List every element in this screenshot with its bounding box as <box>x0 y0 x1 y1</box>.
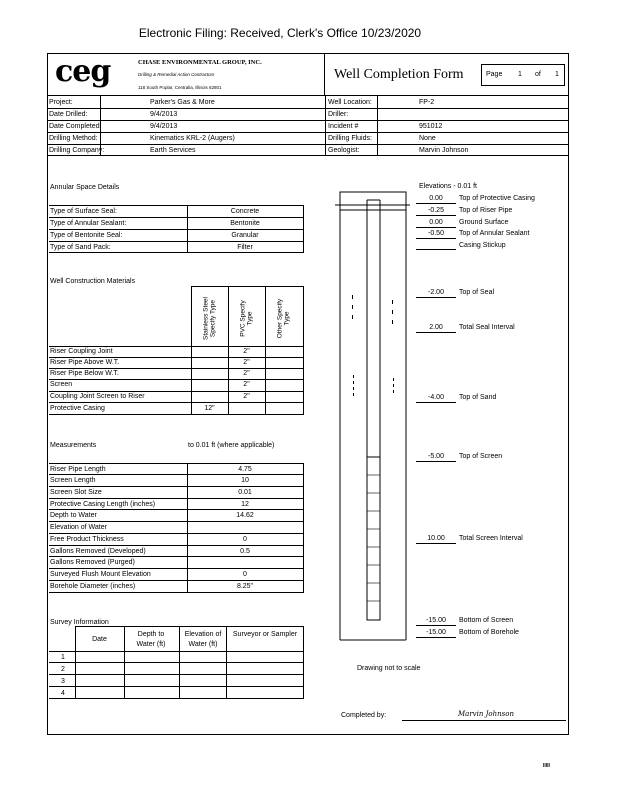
elevation-label: Top of Seal <box>459 289 495 296</box>
annular-title: Annular Space Details <box>50 184 120 191</box>
elevation-label: Top of Sand <box>459 394 497 401</box>
incident-value: 951012 <box>419 123 443 130</box>
measure-label: Depth to Water <box>50 512 97 519</box>
elevation-label: Top of Riser Pipe <box>459 207 513 214</box>
annular-label: Type of Annular Sealant: <box>50 220 127 227</box>
company-name: CHASE ENVIRONMENTAL GROUP, INC. <box>138 59 262 66</box>
well-location-value: FP-2 <box>419 99 435 106</box>
form-title: Well Completion Form <box>334 67 464 82</box>
survey-table <box>49 626 305 699</box>
company-address: 118 South Poplar, Centralia, Illinois 62801 <box>138 85 222 90</box>
company-logo: ceg <box>55 54 111 89</box>
date-completed-value: 9/4/2013 <box>150 123 178 130</box>
materials-row-label: Riser Pipe Below W.T. <box>50 370 119 377</box>
annular-value: Filter <box>237 244 253 251</box>
survey-row-num: 3 <box>61 678 65 685</box>
survey-header: Surveyor or Sampler <box>232 631 298 638</box>
elevation-value: -15.00 <box>416 617 456 626</box>
measure-label: Riser Pipe Length <box>50 466 106 473</box>
info-left-label: Date Drilled: <box>49 111 88 118</box>
materials-col-header: PVC Specify Type <box>239 300 253 337</box>
elevation-value: -15.00 <box>416 629 456 638</box>
elevation-label: Top of Annular Sealant <box>459 230 530 237</box>
annular-label: Type of Surface Seal: <box>50 208 117 215</box>
annular-value: Granular <box>231 232 259 239</box>
materials-row-label: Screen <box>50 381 73 388</box>
info-right-label: Incident # <box>328 123 359 130</box>
materials-col-header: Stainless Steel Specify Type <box>202 297 216 340</box>
drawing-note: Drawing not to scale <box>357 665 421 672</box>
materials-pvc: 2" <box>243 370 250 377</box>
materials-row-label: Riser Pipe Above W.T. <box>50 359 120 366</box>
info-right-label: Well Location: <box>328 99 372 106</box>
page-number: 1 <box>518 71 522 78</box>
materials-row-label: Riser Coupling Joint <box>50 348 113 355</box>
survey-header: Depth to Water (ft) <box>136 631 166 648</box>
elevation-label: Total Seal Interval <box>459 324 515 331</box>
completed-by-label: Completed by: <box>341 712 387 719</box>
well-screen <box>367 457 380 620</box>
materials-table <box>49 286 304 416</box>
materials-pvc: 2" <box>243 381 250 388</box>
survey-header: Date <box>92 636 107 643</box>
measure-label: Gallons Removed (Purged) <box>50 559 135 566</box>
elevation-label: Total Screen Interval <box>459 535 523 542</box>
materials-pvc: 2" <box>243 359 250 366</box>
riser-pipe <box>367 200 380 457</box>
page-of: of <box>535 71 541 78</box>
measurements-title: Measurements <box>50 442 97 449</box>
materials-row-label: Coupling Joint Screen to Riser <box>50 393 145 400</box>
elevation-value: 0.00 <box>416 219 456 228</box>
measurements-note: to 0.01 ft (where applicable) <box>188 442 275 449</box>
elevations-list <box>416 0 576 800</box>
materials-pvc: 2" <box>243 348 250 355</box>
page-label: Page <box>486 71 503 78</box>
elevation-label: Top of Protective Casing <box>459 195 535 202</box>
elevation-value: 10.00 <box>416 535 456 544</box>
elevation-label: Bottom of Screen <box>459 617 514 624</box>
measure-label: Borehole Diameter (inches) <box>50 583 136 590</box>
annular-label: Type of Sand Pack: <box>50 244 111 251</box>
measure-value: 0.01 <box>238 489 252 496</box>
annular-label: Type of Bentonite Seal: <box>50 232 123 239</box>
measure-value: 14.62 <box>236 512 254 519</box>
elevation-label: Bottom of Borehole <box>459 629 519 636</box>
footer-mark: IIIII <box>543 763 550 769</box>
elevation-value: 0.00 <box>416 195 456 204</box>
info-left-label: Drilling Company: <box>49 147 105 154</box>
seal-zone-marks <box>352 295 394 396</box>
survey-row-num: 1 <box>61 654 65 661</box>
measure-value: 0 <box>243 571 247 578</box>
survey-header: Elevation of Water (ft) <box>184 631 222 648</box>
elevation-value: -2.00 <box>416 289 456 298</box>
materials-title: Well Construction Materials <box>50 278 136 285</box>
drilling-company-value: Earth Services <box>150 147 196 154</box>
info-right-label: Drilling Fluids: <box>328 135 372 142</box>
survey-row-num: 4 <box>61 690 65 697</box>
elevation-value: -5.00 <box>416 453 456 462</box>
drilling-fluids-value: None <box>419 135 436 142</box>
company-tagline: Drilling & Remedial Action Contractors <box>138 72 215 77</box>
info-left-label: Date Completed: <box>49 123 102 130</box>
info-right-label: Geologist: <box>328 147 360 154</box>
well-diagram <box>335 185 410 645</box>
date-drilled-value: 9/4/2013 <box>150 111 178 118</box>
elevation-value: 2.00 <box>416 324 456 333</box>
elevation-value: -0.50 <box>416 230 456 239</box>
measure-value: 0 <box>243 536 247 543</box>
survey-row-num: 2 <box>61 666 65 673</box>
measure-label: Elevation of Water <box>50 524 107 531</box>
elevation-value: -0.25 <box>416 207 456 216</box>
measure-value: 0.5 <box>240 548 250 555</box>
measure-label: Screen Length <box>50 477 96 484</box>
measure-value: 12 <box>241 501 249 508</box>
measure-value: 10 <box>241 477 249 484</box>
materials-pvc: 2" <box>243 393 250 400</box>
materials-ss: 12" <box>204 405 215 412</box>
materials-row-label: Protective Casing <box>50 405 105 412</box>
materials-col-header: Other Specify Type <box>276 298 290 339</box>
measure-label: Surveyed Flush Mount Elevation <box>50 571 151 578</box>
measure-label: Protective Casing Length (inches) <box>50 501 156 508</box>
elevation-value <box>416 242 456 250</box>
info-right-label: Driller: <box>328 111 349 118</box>
measure-label: Gallons Removed (Developed) <box>50 548 146 555</box>
measurements-table <box>49 463 304 593</box>
drilling-method-value: Kinematics KRL-2 (Augers) <box>150 135 235 142</box>
elevation-label: Casing Stickup <box>459 242 506 249</box>
filing-stamp: Electronic Filing: Received, Clerk's Office 10/23/2020 <box>138 26 422 40</box>
elevation-label: Ground Surface <box>459 219 509 226</box>
elevation-label: Top of Screen <box>459 453 503 460</box>
page-total: 1 <box>555 71 559 78</box>
measure-label: Screen Slot Size <box>50 489 102 496</box>
elevation-value: -4.00 <box>416 394 456 403</box>
measure-label: Free Product Thickness <box>50 536 124 543</box>
annular-value: Bentonite <box>230 220 260 227</box>
info-left-label: Drilling Method: <box>49 135 98 142</box>
signature: Marvin Johnson <box>458 710 514 718</box>
geologist-value: Marvin Johnson <box>419 147 469 154</box>
annular-table <box>49 205 304 253</box>
project-value: Parker's Gas & More <box>150 99 215 106</box>
protective-casing <box>340 192 406 210</box>
survey-title: Survey Information <box>50 619 109 626</box>
measure-value: 4.75 <box>238 466 252 473</box>
elevations-title: Elevations - 0.01 ft <box>419 183 477 190</box>
measure-value: 8.25" <box>236 583 254 590</box>
info-left-label: Project: <box>49 99 73 106</box>
annular-value: Concrete <box>230 208 260 215</box>
